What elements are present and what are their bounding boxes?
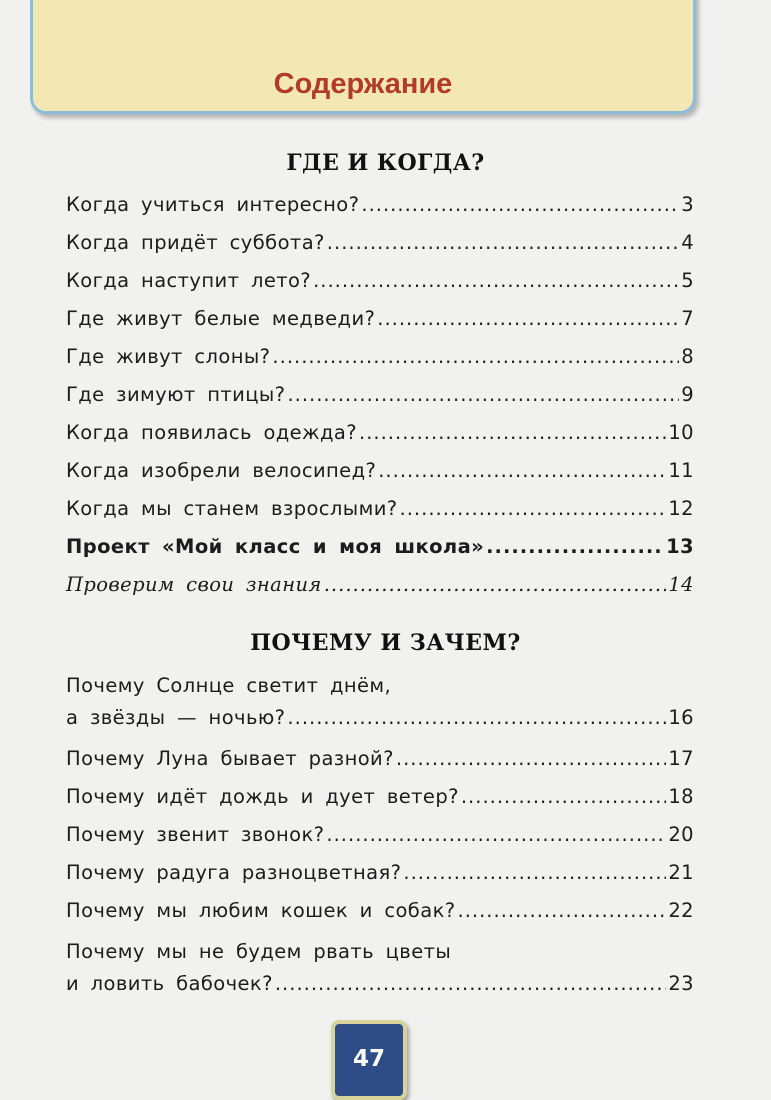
toc-list-where-when: [66, 186, 694, 604]
contents-title: Содержание: [273, 68, 453, 100]
page-number: 7: [681, 307, 694, 330]
toc-entry[interactable]: Почему идёт дождь и дует ветер? ..... 18: [66, 778, 694, 816]
toc-entry[interactable]: Почему Солнце светит днём, а звёзды — ночью? ..... 16: [66, 670, 694, 734]
toc-entry[interactable]: Когда изобрели велосипед? ..... 11: [66, 452, 694, 490]
contents-header: [30, 0, 696, 114]
toc-entry[interactable]: Почему мы любим кошек и собак? ..... 22: [66, 892, 694, 930]
toc-entry[interactable]: Почему мы не будем рвать цветы и ловить бабочек? ..... 23: [66, 936, 694, 1000]
toc-entry[interactable]: Когда мы станем взрослыми? ..... 12: [66, 490, 694, 528]
page-number: 21: [668, 861, 694, 884]
page-number: 14: [668, 573, 694, 596]
toc-entry[interactable]: Когда наступит лето? ..... 5: [66, 262, 694, 300]
page-number: 22: [668, 899, 694, 922]
toc-entry[interactable]: Почему звенит звонок? ..... 20: [66, 816, 694, 854]
toc-entry-project[interactable]: Проект «Мой класс и моя школа» ..... 13: [66, 528, 694, 566]
page-number: 11: [668, 459, 694, 482]
toc-entry-check-knowledge[interactable]: Проверим свои знания ..... 14: [66, 566, 694, 604]
page-number: 5: [681, 269, 694, 292]
page-number: 8: [681, 345, 694, 368]
toc-entry[interactable]: Где живут белые медведи? ..... 7: [66, 300, 694, 338]
page-number: 4: [681, 231, 694, 254]
page-number: 20: [668, 823, 694, 846]
toc-entry[interactable]: Почему Луна бывает разной? ..... 17: [66, 740, 694, 778]
toc-entry[interactable]: Почему радуга разноцветная? ..... 21: [66, 854, 694, 892]
toc-entry[interactable]: Когда появилась одежда? ..... 10: [66, 414, 694, 452]
toc-list-why: [66, 670, 694, 1006]
toc-entry[interactable]: Где зимуют птицы? ..... 9: [66, 376, 694, 414]
page-number: 16: [668, 706, 694, 729]
toc-entry[interactable]: Когда придёт суббота? ..... 4: [66, 224, 694, 262]
page-number: 17: [668, 747, 694, 770]
section-title-where-when: ГДЕ И КОГДА?: [286, 150, 485, 176]
page-number: 10: [668, 421, 694, 444]
toc-entry[interactable]: Где живут слоны? ..... 8: [66, 338, 694, 376]
page-number: 9: [681, 383, 694, 406]
page-number-label: 47: [352, 1046, 385, 1072]
toc-entry[interactable]: Когда учиться интересно? ..... 3: [66, 186, 694, 224]
page-number: 23: [668, 972, 694, 995]
page-number-badge: [331, 1020, 407, 1100]
page-number: 12: [668, 497, 694, 520]
page-number: 3: [681, 193, 694, 216]
section-title-why: ПОЧЕМУ И ЗАЧЕМ?: [250, 630, 521, 656]
page-number: 13: [666, 535, 694, 558]
page-number: 18: [668, 785, 694, 808]
